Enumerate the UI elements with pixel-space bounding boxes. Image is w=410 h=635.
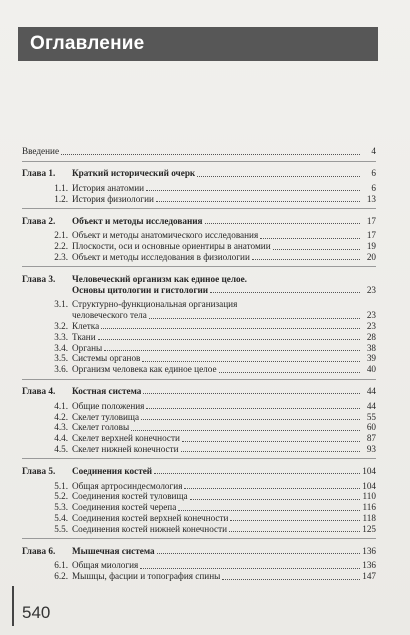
dot-leader — [140, 568, 360, 569]
dot-leader — [141, 419, 360, 420]
page-number: 540 — [22, 603, 51, 622]
section-page: 125 — [362, 523, 376, 534]
section-number: 3.4. — [54, 342, 68, 353]
section-page: 55 — [366, 411, 376, 422]
chapter-number: Глава 1. — [22, 168, 56, 179]
dot-leader — [154, 473, 360, 474]
toc-section-5-5[interactable] — [22, 523, 376, 534]
toc-section-3-4[interactable] — [22, 342, 376, 353]
section-title: Мышцы, фасции и топография спины — [72, 571, 221, 582]
section-page: 23 — [366, 320, 376, 331]
section-title: Органы — [72, 342, 103, 353]
section-number: 5.1. — [54, 480, 68, 491]
dot-leader — [61, 154, 360, 155]
section-page: 6 — [371, 182, 376, 193]
toc-intro-title: Введение — [22, 146, 60, 157]
header-bar — [18, 27, 378, 61]
section-title: Соединения костей туловища — [72, 491, 188, 502]
section-title: Общие положения — [72, 400, 145, 411]
toc-chapter-2[interactable] — [22, 215, 376, 226]
section-page: 44 — [366, 400, 376, 411]
section-page: 118 — [362, 512, 376, 523]
section-title: Скелет нижней конечности — [72, 443, 179, 454]
chapter-page: 17 — [366, 215, 376, 226]
dot-leader — [184, 488, 360, 489]
chapter-number: Глава 5. — [22, 465, 56, 476]
section-page: 13 — [366, 193, 376, 204]
toc-section-4-2[interactable] — [22, 411, 376, 422]
toc-section-3-3[interactable] — [22, 331, 376, 342]
section-title: Соединения костей верхней конечности — [72, 512, 229, 523]
dot-leader — [205, 223, 361, 224]
section-page: 147 — [362, 571, 376, 582]
chapter-page: 23 — [366, 284, 376, 295]
chapter-title: Мышечная система — [72, 545, 155, 556]
section-number: 3.3. — [54, 331, 68, 342]
dot-leader — [260, 238, 360, 239]
section-title: История анатомии — [72, 182, 145, 193]
dot-leader — [98, 339, 360, 340]
toc-section-2-2[interactable] — [22, 241, 376, 252]
toc-section-4-4[interactable] — [22, 433, 376, 444]
toc-section-5-4[interactable] — [22, 513, 376, 524]
chapter-title: Объект и методы исследования — [72, 215, 203, 226]
separator — [22, 208, 376, 209]
toc-chapter-3-line-2[interactable] — [22, 284, 376, 295]
section-number: 1.1. — [54, 182, 68, 193]
section-page: 40 — [366, 364, 376, 375]
toc-section-4-3[interactable] — [22, 422, 376, 433]
section-title: Соединения костей черепа — [72, 502, 177, 513]
table-of-contents — [22, 146, 376, 582]
section-number: 3.2. — [54, 320, 68, 331]
separator — [22, 161, 376, 162]
section-number: 2.3. — [54, 251, 68, 262]
toc-section-5-2[interactable] — [22, 491, 376, 502]
chapter-number: Глава 2. — [22, 215, 56, 226]
section-title: Объект и методы анатомического исследования — [72, 230, 259, 241]
chapter-title: Краткий исторический очерк — [72, 168, 196, 179]
dot-leader — [230, 520, 360, 521]
chapter-page: 136 — [362, 545, 376, 556]
dot-leader — [219, 372, 360, 373]
section-page: 23 — [366, 310, 376, 321]
section-page: 20 — [366, 251, 376, 262]
section-number: 5.3. — [54, 502, 68, 513]
section-number: 5.4. — [54, 512, 68, 523]
section-page: 17 — [366, 230, 376, 241]
section-page: 19 — [366, 241, 376, 252]
toc-section-2-3[interactable] — [22, 252, 376, 263]
section-title: Скелет верхней конечности — [72, 433, 180, 444]
section-title: Общая миология — [72, 560, 139, 571]
section-title: Плоскости, оси и основные ориентиры в анатомии — [72, 241, 271, 252]
chapter-number: Глава 6. — [22, 545, 56, 556]
toc-section-1-2[interactable] — [22, 193, 376, 204]
section-number: 3.5. — [54, 353, 68, 364]
toc-chapter-1[interactable] — [22, 168, 376, 179]
page-title: Оглавление — [30, 33, 145, 54]
section-number: 3.6. — [54, 364, 68, 375]
separator — [22, 538, 376, 539]
section-page: 136 — [362, 560, 376, 571]
dot-leader — [181, 451, 360, 452]
toc-section-1-1[interactable] — [22, 183, 376, 194]
section-number: 3.1. — [54, 299, 68, 310]
toc-section-6-1[interactable] — [22, 560, 376, 571]
dot-leader — [182, 441, 360, 442]
section-title: Общая артросиндесмология — [72, 480, 183, 491]
dot-leader — [273, 249, 360, 250]
chapter-page: 44 — [366, 385, 376, 396]
toc-section-4-1[interactable] — [22, 400, 376, 411]
dot-leader — [143, 393, 360, 394]
toc-section-3-1-line-2[interactable] — [22, 310, 376, 321]
toc-section-3-2[interactable] — [22, 321, 376, 332]
chapter-number: Глава 4. — [22, 385, 56, 396]
dot-leader — [156, 201, 360, 202]
chapter-title-line-1: Человеческий организм как единое целое. — [72, 273, 247, 284]
section-number: 5.2. — [54, 491, 68, 502]
toc-intro[interactable] — [22, 146, 376, 157]
section-number: 4.1. — [54, 400, 68, 411]
dot-leader — [190, 499, 360, 500]
section-number: 4.5. — [54, 443, 68, 454]
dot-leader — [210, 292, 360, 293]
section-title: Системы органов — [72, 353, 141, 364]
section-page: 104 — [362, 480, 376, 491]
section-number: 2.2. — [54, 241, 68, 252]
toc-section-5-3[interactable] — [22, 502, 376, 513]
dot-leader — [142, 361, 360, 362]
section-title-line-1: Структурно-функциональная организация — [72, 299, 238, 310]
dot-leader — [149, 318, 360, 319]
section-title: История физиологии — [72, 193, 154, 204]
toc-section-2-1[interactable] — [22, 230, 376, 241]
chapter-title-line-2: Основы цитологии и гистологии — [72, 284, 209, 295]
section-number: 2.1. — [54, 230, 68, 241]
toc-chapter-4[interactable] — [22, 386, 376, 397]
section-title: Организм человека как единое целое — [72, 364, 217, 375]
section-number: 4.4. — [54, 433, 68, 444]
section-title: Объект и методы исследования в физиологии — [72, 251, 250, 262]
separator — [22, 458, 376, 459]
toc-section-3-5[interactable] — [22, 353, 376, 364]
section-title: Скелет туловища — [72, 411, 140, 422]
chapter-title: Соединения костей — [72, 465, 153, 476]
toc-section-5-1[interactable] — [22, 480, 376, 491]
dot-leader — [197, 176, 360, 177]
section-page: 116 — [362, 502, 376, 513]
toc-section-3-6[interactable] — [22, 364, 376, 375]
dot-leader — [104, 350, 360, 351]
dot-leader — [131, 430, 360, 431]
section-number: 6.2. — [54, 571, 68, 582]
section-page: 28 — [366, 331, 376, 342]
dot-leader — [229, 531, 360, 532]
chapter-page: 6 — [371, 168, 376, 179]
separator — [22, 266, 376, 267]
section-number: 4.2. — [54, 411, 68, 422]
dot-leader — [101, 328, 360, 329]
section-page: 110 — [362, 491, 376, 502]
toc-chapter-6[interactable] — [22, 545, 376, 556]
toc-section-3-1-line-1[interactable] — [22, 299, 376, 310]
toc-section-6-2[interactable] — [22, 571, 376, 582]
section-title: Ткани — [72, 331, 96, 342]
dot-leader — [157, 553, 360, 554]
footer-rule — [12, 586, 14, 626]
section-page: 38 — [366, 342, 376, 353]
toc-intro-page: 4 — [371, 146, 376, 157]
section-number: 6.1. — [54, 560, 68, 571]
section-page: 93 — [366, 443, 376, 454]
toc-chapter-5[interactable] — [22, 465, 376, 476]
toc-section-4-5[interactable] — [22, 444, 376, 455]
section-page: 39 — [366, 353, 376, 364]
dot-leader — [146, 408, 360, 409]
section-title: Соединения костей нижней конечности — [72, 523, 228, 534]
section-page: 60 — [366, 422, 376, 433]
dot-leader — [222, 579, 360, 580]
dot-leader — [252, 259, 360, 260]
chapter-number: Глава 3. — [22, 273, 56, 284]
toc-chapter-3-line-1[interactable] — [22, 273, 376, 284]
section-title: Скелет головы — [72, 422, 130, 433]
section-title: Клетка — [72, 320, 100, 331]
section-number: 1.2. — [54, 193, 68, 204]
section-number: 5.5. — [54, 523, 68, 534]
dot-leader — [178, 510, 360, 511]
chapter-page: 104 — [362, 465, 376, 476]
section-page: 87 — [366, 433, 376, 444]
section-title-line-2: человеческого тела — [72, 310, 147, 321]
dot-leader — [146, 190, 360, 191]
section-number: 4.3. — [54, 422, 68, 433]
chapter-title: Костная система — [72, 385, 142, 396]
separator — [22, 379, 376, 380]
